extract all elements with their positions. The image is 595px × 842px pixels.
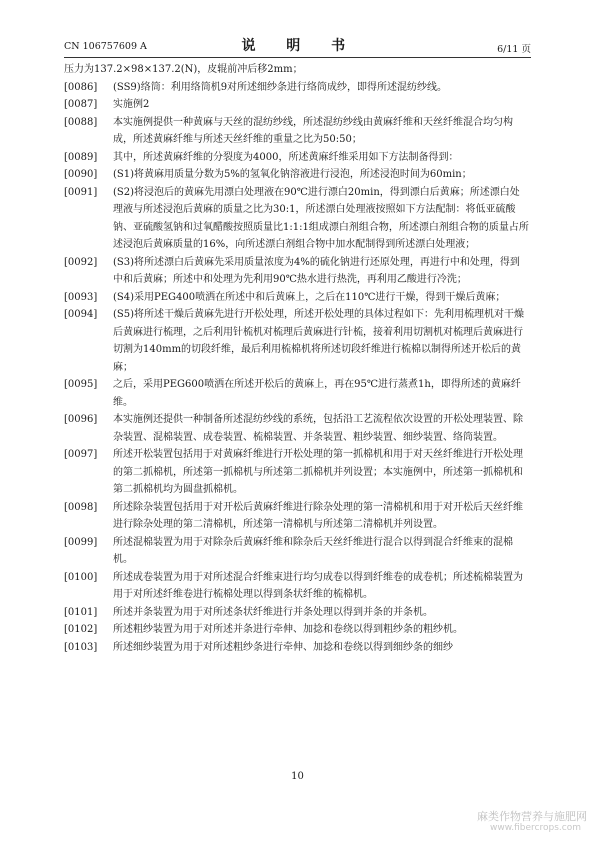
paragraph-text: 之后，采用PEG600喷洒在所述开松后的黄麻上，再在95℃进行蒸煮1h，即得所述的黄麻纤维。 [113,379,521,408]
paragraph-text: 所述成卷装置为用于对所述混合纤维束进行均匀成卷以得到纤维卷的成卷机；所述梳棉装置为用于对所述纤维卷进行梳棉处理以得到条状纤维的梳棉机。 [113,571,523,600]
paragraph [64,604,529,622]
paragraph [64,376,529,411]
paragraph-number: [0096] [64,414,98,425]
paragraph-text: 其中，所述黄麻纤维的分裂度为4000，所述黄麻纤维采用如下方法制备得到： [113,151,459,163]
paragraph-number: [0101] [64,606,98,618]
paragraph-text: (S1)将黄麻用质量分数为5%的氢氧化钠溶液进行浸泡，所述浸泡时间为60min； [113,169,472,180]
paragraph-text: (S5)将所述干燥后黄麻先进行开松处理，所述开松处理的具体过程如下：先利用梳理机对干燥后黄麻进行梳理，之后利用针梳机对梳理后黄麻进行针梳，接着利用切割机对梳理后黄麻进行切割为140mm的切段纤维，最后利用梳棉机将所述切段纤维进行梳棉以制得所述开松后的黄麻； [113,309,525,373]
paragraph-text: 所述混棉装置为用于对除杂后黄麻纤维和除杂后天丝纤维进行混合以得到混合纤维束的混棉机。 [113,536,513,565]
paragraph-number: [0092] [64,256,98,268]
paragraph-text: 本实施例提供一种黄麻与天丝的混纺纱线，所述混纺纱线由黄麻纤维和天丝纤维混合均匀构成，所述黄麻纤维与所述天丝纤维的重量之比为50:50； [113,116,513,145]
paragraph-text: 所述并条装置为用于对所述条状纤维进行并条处理以得到并条的并条机。 [113,606,433,618]
paragraph [64,114,529,149]
page-number: 10 [291,771,304,782]
paragraph-text: (S3)将所述漂白后黄麻先采用质量浓度为4%的硫化钠进行还原处理，再进行中和处理，得到中和后黄麻；所述中和处理为先利用90℃热水进行热洗，再利用乙酸进行冷洗； [113,256,520,285]
paragraph [64,306,529,376]
paragraph [64,289,529,307]
paragraph-number: [0100] [64,571,98,583]
paragraph-number: [0088] [64,116,98,128]
paragraph-number: [0097] [64,449,98,460]
paragraph-number: [0102] [64,624,98,635]
paragraph [64,79,529,97]
paragraph-text: 所述细纱装置为用于对所述粗纱条进行牵伸、加捻和卷绕以得到细纱条的细纱 [113,641,453,653]
paragraph-number: [0091] [64,186,98,198]
paragraph-number: [0099] [64,536,98,548]
paragraph-text: 所述粗纱装置为用于对所述并条进行牵伸、加捻和卷绕以得到粗纱条的粗纱机。 [113,624,463,635]
paragraph [64,254,529,289]
description-body [64,61,529,656]
paragraph-number: [0095] [64,379,98,390]
paragraph-number: [0103] [64,641,98,653]
paragraph [64,499,529,534]
paragraph [64,96,529,114]
paragraph [64,149,529,167]
paragraph [64,639,529,657]
paragraph-text: (S2)将浸泡后的黄麻先用漂白处理液在90℃进行漂白20min，得到漂白后黄麻；所述漂白处理液与所述浸泡后黄麻的质量之比为30:1，所述漂白处理液按照如下方法配制：将低亚硫酸钠、亚硫酸氢钠和过氧醋酸按照质量比1:1:1组成漂白剂组合物，所述漂白剂组合物的质量占所述浸泡后黄麻质量的16%，向所述漂白剂组合物中加水配制得到所述漂白处理液； [113,186,529,250]
paragraph-list [64,79,529,657]
paragraph-text: 本实施例还提供一种制备所述混纺纱线的系统，包括沿工艺流程依次设置的开松处理装置、除杂装置、混棉装置、成卷装置、梳棉装置、并条装置、粗纱装置、细纱装置、络筒装置。 [113,414,523,443]
paragraph-number: [0098] [64,501,98,513]
paragraph [64,446,529,499]
page-header [64,35,531,53]
paragraph [64,184,529,254]
watermark-url: www.fibercrops.com [490,823,581,833]
paragraph [64,569,529,604]
paragraph-text: 所述开松装置包括用于对黄麻纤维进行开松处理的第一抓棉机和用于对天丝纤维进行开松处理的第二抓棉机，所述第一抓棉机与所述第二抓棉机并列设置；本实施例中，所述第一抓棉机和第二抓棉机均为圆盘抓棉机。 [113,449,523,495]
header-divider [64,57,531,58]
paragraph-number: [0094] [64,309,98,320]
paragraph-number: [0090] [64,169,98,180]
paragraph-number: [0086] [64,81,98,93]
paragraph-number: [0087] [64,99,98,110]
paragraph-text: (S4)采用PEG400喷洒在所述中和后黄麻上，之后在110℃进行干燥，得到干燥后黄麻； [113,291,506,303]
paragraph [64,166,529,184]
page-title: 说 明 书 [241,38,354,54]
watermark-text: 麻类作物营养与施肥网 [477,810,587,823]
continuation-line: 压力为137.2×98×137.2(N)，皮辊前冲后移2mm； [64,64,303,75]
paragraph-number: [0089] [64,151,98,163]
paragraph-text: 所述除杂装置包括用于对开松后黄麻纤维进行除杂处理的第一清棉机和用于对开松后天丝纤维进行除杂处理的第二清棉机，所述第一清棉机与所述第二清棉机并列设置。 [113,501,523,530]
paragraph [64,621,529,639]
paragraph-text: (SS9)络筒：利用络筒机9对所述细纱条进行络筒成纱，即得所述混纺纱线。 [113,81,448,93]
paragraph-text: 实施例2 [113,99,150,110]
page-label: 6/11 页 [497,44,531,55]
doc-number: CN 106757609 A [64,41,147,52]
paragraph [64,534,529,569]
paragraph [64,411,529,446]
paragraph-number: [0093] [64,291,98,303]
